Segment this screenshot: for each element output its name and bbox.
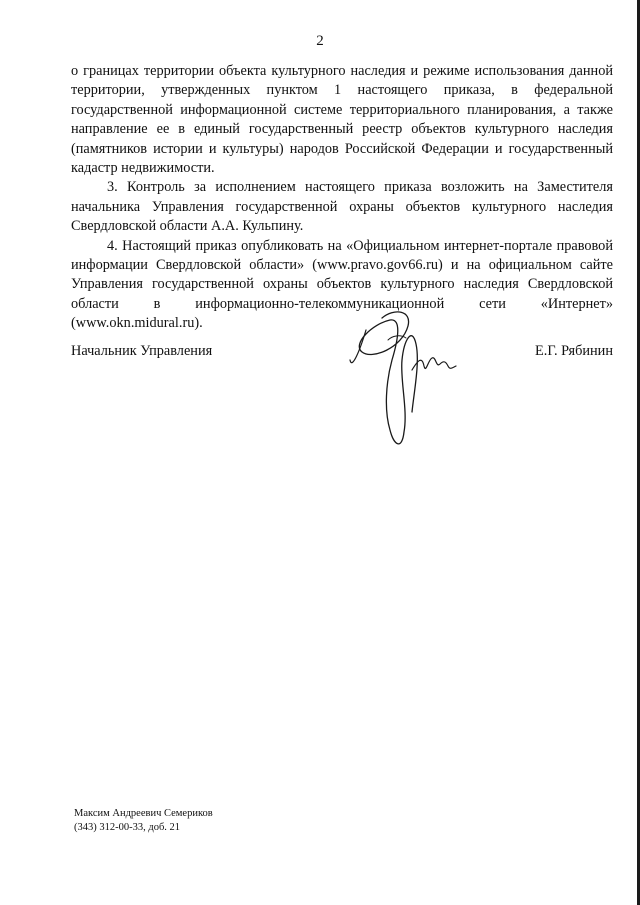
signatory-name: Е.Г. Рябинин	[535, 343, 613, 359]
document-body	[71, 62, 613, 334]
executor-name: Максим Андреевич Семериков	[74, 808, 213, 819]
paragraph-continuation: о границах территории объекта культурного наследия и режиме использования данной территории, утвержденных пунктом 1 настоящего приказа, в федеральной государственной информационной системе территориального планирования, а также направление ее в единый государственный реестр объектов культурного наследия (памятников истории и культуры) народов Российской Федерации и государственный кадастр недвижимости.	[71, 63, 613, 177]
executor-info	[74, 807, 213, 835]
paragraph-3: 3. Контроль за исполнением настоящего приказа возложить на Заместителя начальника Управления государственной охраны объектов культурного наследия Свердловской области А.А. Кульпину.	[71, 179, 613, 235]
page-number: 2	[316, 33, 324, 49]
executor-phone: (343) 312-00-33, доб. 21	[74, 822, 181, 833]
signatory-title: Начальник Управления	[71, 343, 213, 359]
paragraph-4: 4. Настоящий приказ опубликовать на «Официальном интернет-портале правовой информации Свердловской области» (www.pravo.gov66.ru) и на официальном сайте Управления государственной охраны объектов культурного наследия Свердловской области в информационно-телекоммуникационной сети «Интернет» (www.okn.midural.ru).	[71, 237, 613, 332]
handwritten-signature	[342, 300, 462, 460]
